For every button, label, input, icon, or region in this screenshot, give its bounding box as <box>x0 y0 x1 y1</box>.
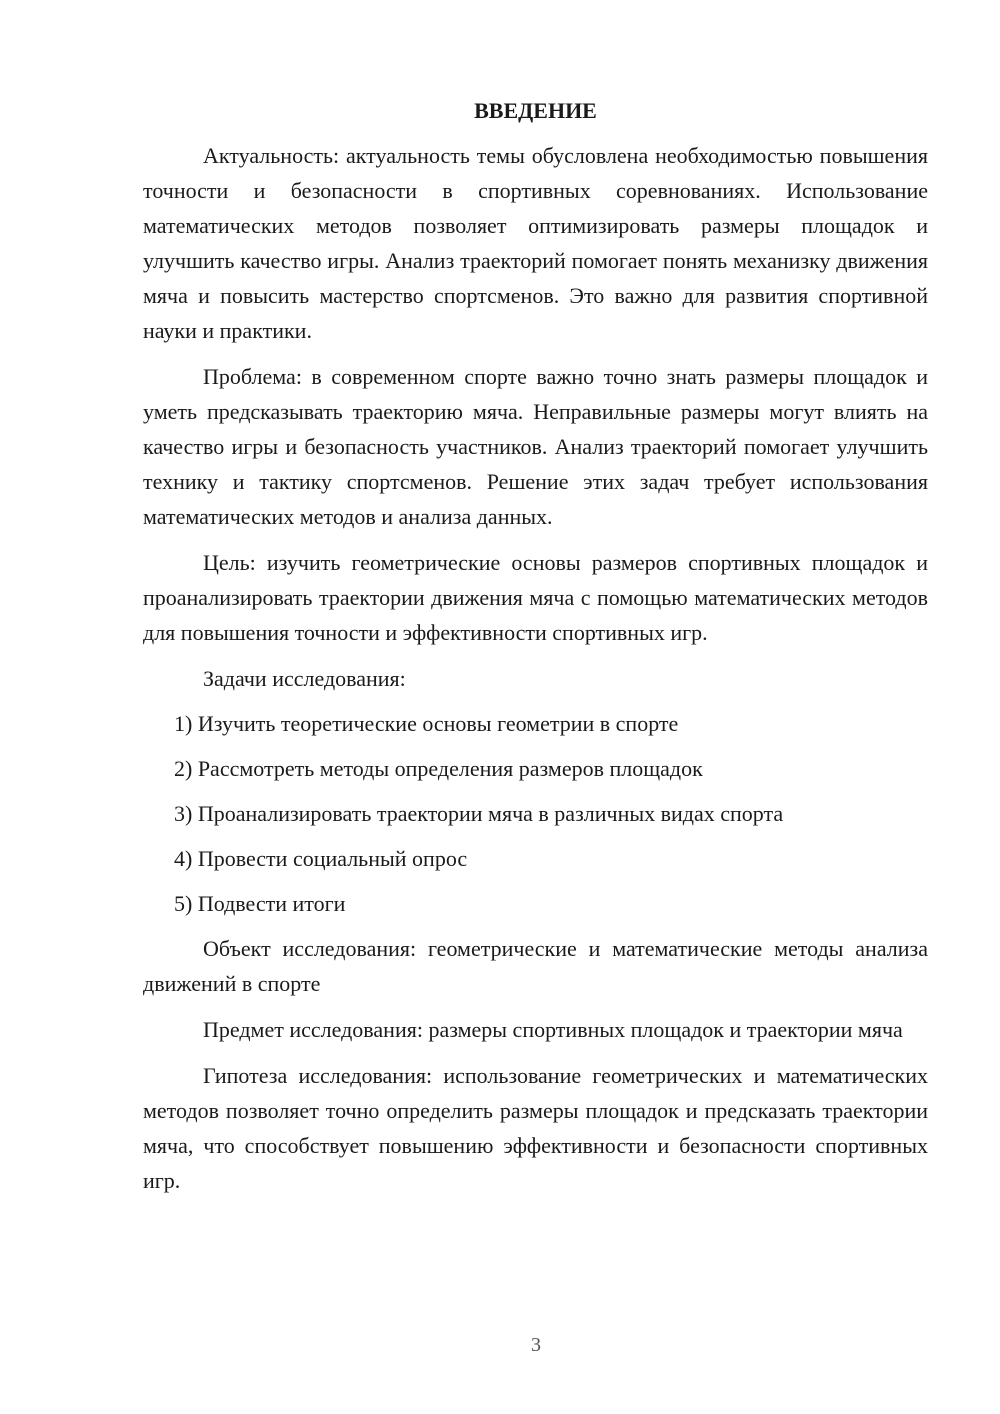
tasks-title: Задачи исследования: <box>203 666 406 691</box>
tasks-list <box>143 706 928 921</box>
subject-paragraph: Предмет исследования: размеры спортивных площадок и траектории мяча <box>203 1017 903 1042</box>
task-item-4: 4) Провести социальный опрос <box>174 846 468 871</box>
relevance-paragraph: Актуальность: актуальность темы обусловлена необходимостью повышения точности и безопасности в спортивных соревнованиях. Использование математических методов позволяет оптимизировать размеры площадок и улучшить качество игры. Анализ траекторий помогает понять механизку движения мяча и повысить мастерство спортсменов. Это важно для развития спортивной науки и практики. <box>143 143 928 343</box>
task-item-3: 3) Проанализировать траектории мяча в различных видах спорта <box>174 801 784 826</box>
hypothesis-paragraph: Гипотеза исследования: использование геометрических и математических методов позволяет точно определить размеры площадок и предсказать траектории мяча, что способствует повышению эффективности и безопасности спортивных игр. <box>143 1063 928 1193</box>
task-item-1: 1) Изучить теоретические основы геометрии в спорте <box>174 711 679 736</box>
goal-paragraph: Цель: изучить геометрические основы размеров спортивных площадок и проанализировать траектории движения мяча с помощью математических методов для повышения точности и эффективности спортивных игр. <box>143 550 928 645</box>
page-number: 3 <box>531 1334 541 1356</box>
task-item-5: 5) Подвести итоги <box>174 891 346 916</box>
task-item-2: 2) Рассмотреть методы определения размеров площадок <box>174 756 703 781</box>
document-page <box>143 96 928 1209</box>
object-paragraph: Объект исследования: геометрические и математические методы анализа движений в спорте <box>143 936 928 996</box>
section-heading: ВВЕДЕНИЕ <box>474 98 597 123</box>
problem-paragraph: Проблема: в современном спорте важно точно знать размеры площадок и уметь предсказывать траекторию мяча. Неправильные размеры могут влиять на качество игры и безопасность участников. Анализ траекторий помогает улучшить технику и тактику спортсменов. Решение этих задач требует использования математических методов и анализа данных. <box>143 364 928 529</box>
